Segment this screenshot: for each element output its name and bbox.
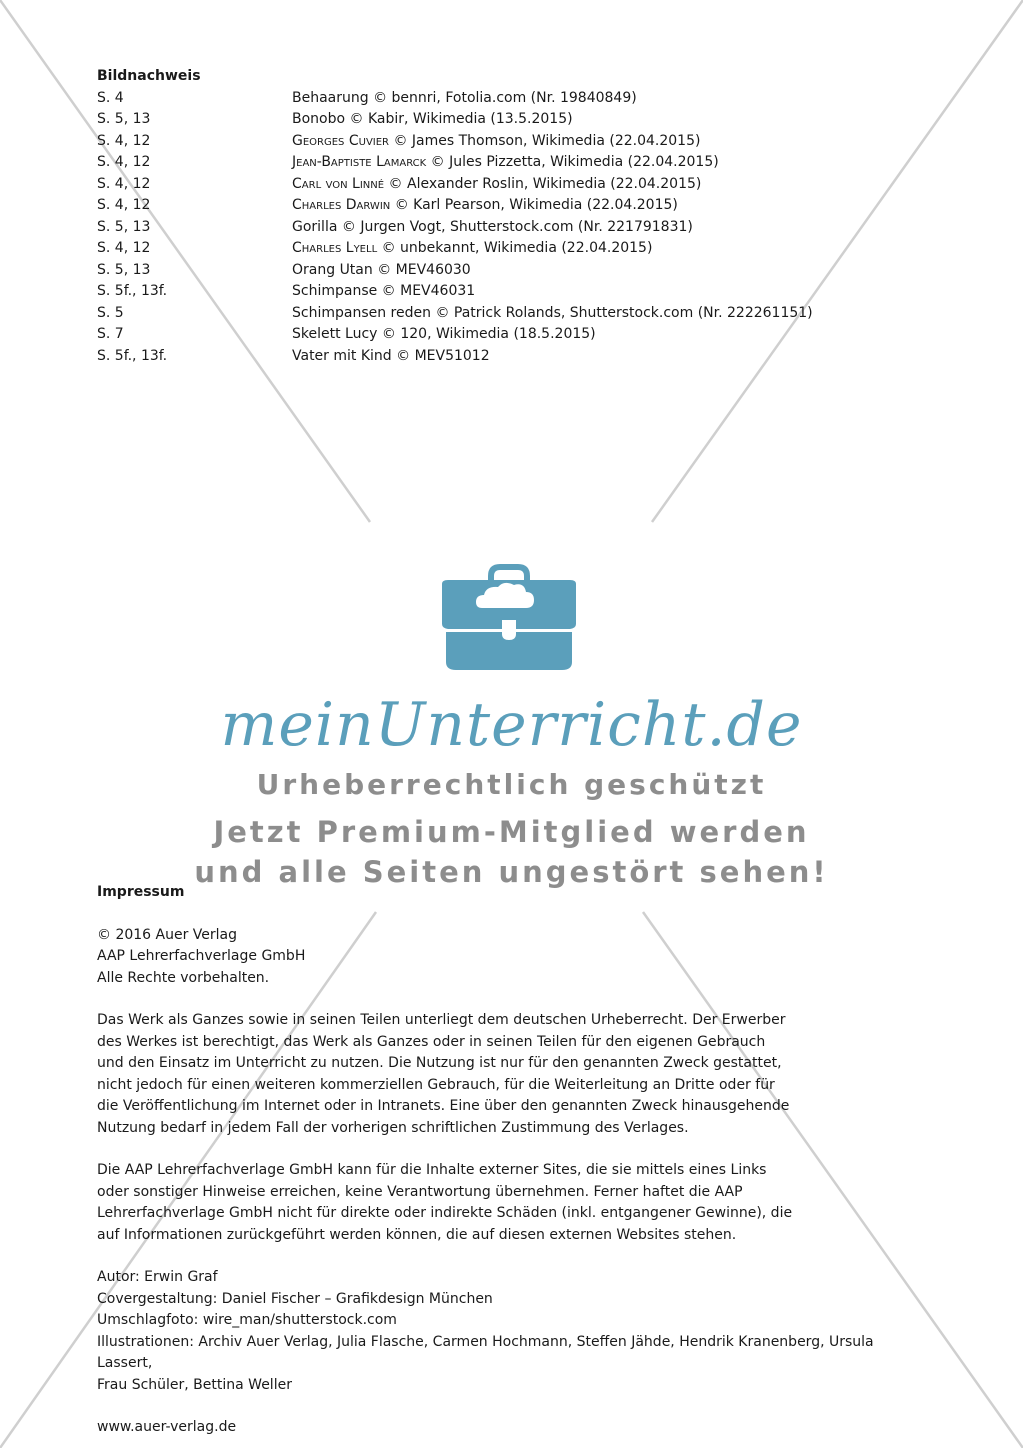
credit-page: S. 5 <box>97 304 124 321</box>
author-line: Autor: Erwin Graf <box>97 1269 218 1285</box>
credit-page: S. 4, 12 <box>97 197 151 213</box>
credit-row <box>97 303 813 325</box>
credit-person-name: Charles Darwin <box>292 197 391 213</box>
publisher-line: Alle Rechte vorbehalten. <box>97 969 270 986</box>
credit-row <box>97 346 813 368</box>
credit-row <box>97 324 813 346</box>
paragraph-line: oder sonstiger Hinweise erreichen, keine Verantwortung übernehmen. Ferner haftet die AAP <box>97 1183 743 1200</box>
publisher-info <box>97 925 927 990</box>
paragraph-line: nicht jedoch für einen weiteren kommerziellen Gebrauch, für die Weiterleitung an Dritte oder für <box>97 1076 775 1093</box>
credit-text <box>292 174 701 196</box>
image-credits-list <box>97 88 813 368</box>
credit-text <box>292 346 490 368</box>
credit-row <box>97 238 813 260</box>
credit-page: S. 7 <box>97 326 124 342</box>
credit-page: S. 5, 13 <box>97 111 151 127</box>
credit-source: Orang Utan © MEV46030 <box>292 261 471 278</box>
credit-source: © Jules Pizzetta, Wikimedia (22.04.2015) <box>426 154 719 170</box>
credit-text <box>292 324 596 346</box>
paragraph-line: Nutzung bedarf in jedem Fall der vorherigen schriftlichen Zustimmung des Verlages. <box>97 1119 689 1136</box>
brand-logo-text: meinUnterricht.de <box>220 690 803 760</box>
cover-design-line: Covergestaltung: Daniel Fischer – Grafikdesign München <box>97 1290 493 1307</box>
credit-page: S. 5f., 13f. <box>97 347 168 364</box>
premium-watermark-line1: Jetzt Premium-Mitglied werden <box>213 815 810 849</box>
credit-source: © Alexander Roslin, Wikimedia (22.04.2015) <box>384 175 702 192</box>
credit-row <box>97 152 813 174</box>
credit-page: S. 5, 13 <box>97 218 151 235</box>
credit-source: Bonobo © Kabir, Wikimedia (13.5.2015) <box>292 111 573 127</box>
credit-source: © Karl Pearson, Wikimedia (22.04.2015) <box>390 197 678 213</box>
credit-page: S. 4, 12 <box>97 175 151 192</box>
credit-source: Skelett Lucy © 120, Wikimedia (18.5.2015) <box>292 326 596 342</box>
image-credits-title: Bildnachweis <box>97 68 201 84</box>
imprint-title: Impressum <box>97 884 185 900</box>
credit-page: S. 4 <box>97 89 124 106</box>
credit-person-name: Carl von Linné <box>292 175 385 192</box>
credit-text <box>292 109 573 131</box>
liability-paragraph <box>97 1160 927 1246</box>
credit-row <box>97 109 813 131</box>
paragraph-line: die Veröffentlichung im Internet oder in Intranets. Eine über den genannten Zweck hinausgehende <box>97 1098 790 1114</box>
credit-page: S. 4, 12 <box>97 132 151 149</box>
imprint-section <box>97 882 927 1439</box>
credit-text <box>292 303 813 325</box>
credit-text <box>292 281 475 303</box>
credit-text <box>292 260 471 282</box>
credit-text <box>292 131 700 153</box>
copyright-watermark: Urheberrechtlich geschützt <box>256 768 767 801</box>
credit-source: Vater mit Kind © MEV51012 <box>292 347 490 364</box>
paragraph-line: Lehrerfachverlage GmbH nicht für direkte oder indirekte Schäden (inkl. entgangener Gewinne), die <box>97 1205 793 1221</box>
illustrations-line: Illustrationen: Archiv Auer Verlag, Julia Flasche, Carmen Hochmann, Steffen Jähde, Hendrik Kranenberg, Ursula Lassert, <box>97 1333 874 1371</box>
image-credits-section <box>97 66 813 367</box>
credit-text <box>292 88 637 110</box>
cover-photo-line: Umschlagfoto: wire_man/shutterstock.com <box>97 1312 397 1328</box>
credit-page: S. 5f., 13f. <box>97 283 168 299</box>
credit-source: Schimpanse © MEV46031 <box>292 283 476 299</box>
credit-source: © unbekannt, Wikimedia (22.04.2015) <box>377 240 653 256</box>
credit-person-name: Georges Cuvier <box>292 132 390 149</box>
credit-row <box>97 195 813 217</box>
credit-source: Gorilla © Jurgen Vogt, Shutterstock.com (Nr. 221791831) <box>292 218 693 235</box>
credit-page: S. 4, 12 <box>97 154 151 170</box>
credit-row <box>97 281 813 303</box>
credit-row <box>97 217 813 239</box>
credit-page: S. 5, 13 <box>97 261 151 278</box>
credit-text <box>292 152 719 174</box>
publisher-line: AAP Lehrerfachverlage GmbH <box>97 948 306 964</box>
credit-source: © James Thomson, Wikimedia (22.04.2015) <box>389 132 701 149</box>
paragraph-line: des Werkes ist berechtigt, das Werk als Ganzes oder in seinen Teilen für den eigenen Gebrauch <box>97 1033 766 1050</box>
credit-page: S. 4, 12 <box>97 240 151 256</box>
illustrations-line: Frau Schüler, Bettina Weller <box>97 1376 292 1393</box>
contributors <box>97 1267 927 1396</box>
credit-text <box>292 195 678 217</box>
website-link[interactable]: www.auer-verlag.de <box>97 1419 237 1435</box>
credit-source: Schimpansen reden © Patrick Rolands, Shutterstock.com (Nr. 222261151) <box>292 304 813 321</box>
credit-text <box>292 217 693 239</box>
copyright-paragraph <box>97 1010 927 1139</box>
credit-row <box>97 88 813 110</box>
credit-person-name: Jean-Baptiste Lamarck <box>292 154 427 170</box>
paragraph-line: auf Informationen zurückgeführt werden können, die auf diesen externen Websites stehen. <box>97 1226 737 1243</box>
credit-text <box>292 238 652 260</box>
premium-watermark-line2: und alle Seiten ungestört sehen! <box>194 855 829 889</box>
credit-row <box>97 260 813 282</box>
credit-person-name: Charles Lyell <box>292 240 378 256</box>
paragraph-line: Das Werk als Ganzes sowie in seinen Teilen unterliegt dem deutschen Urheberrecht. Der Erwerber <box>97 1012 786 1028</box>
credit-source: Behaarung © bennri, Fotolia.com (Nr. 19840849) <box>292 89 637 106</box>
credit-row <box>97 174 813 196</box>
briefcase-cloud-icon <box>438 562 580 674</box>
paragraph-line: Die AAP Lehrerfachverlage GmbH kann für die Inhalte externer Sites, die sie mittels eines Links <box>97 1162 767 1178</box>
credit-row <box>97 131 813 153</box>
publisher-line: © 2016 Auer Verlag <box>97 926 238 943</box>
paragraph-line: und den Einsatz im Unterricht zu nutzen. Die Nutzung ist nur für den genannten Zweck gestattet, <box>97 1055 782 1071</box>
